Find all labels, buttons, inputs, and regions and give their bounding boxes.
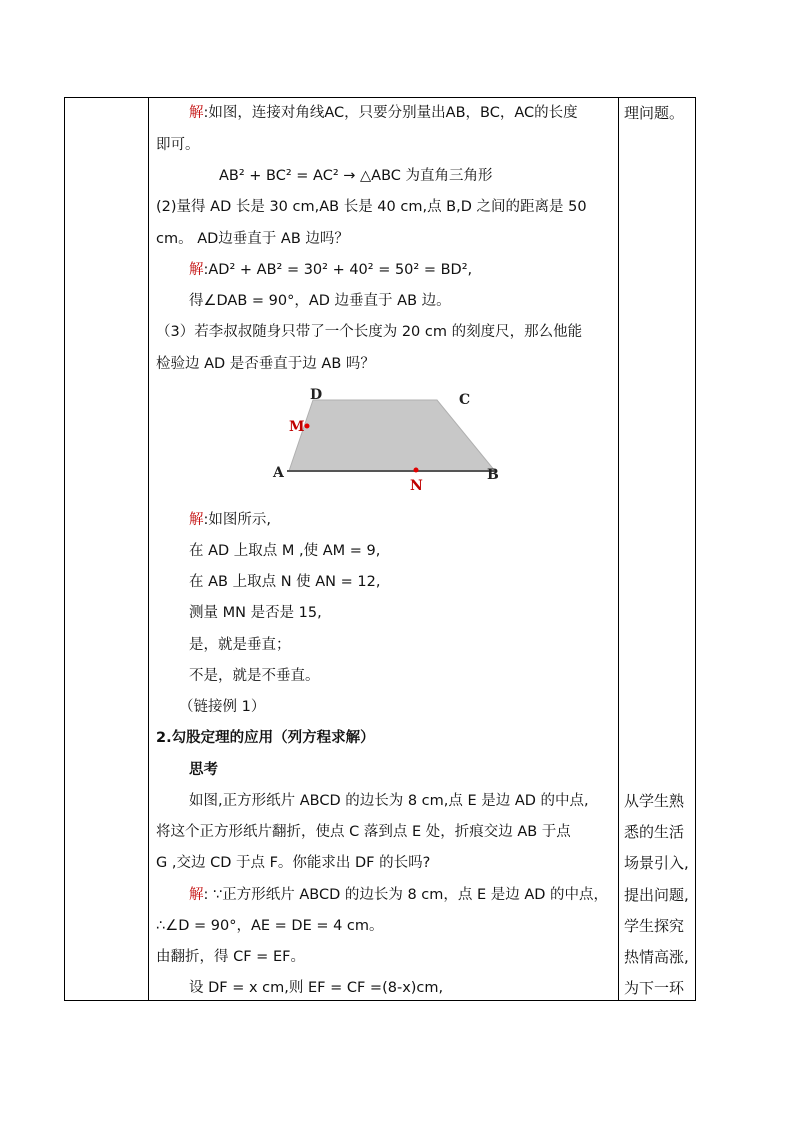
intent-text: 场景引入,	[624, 854, 689, 872]
problem-line: 如图,正方形纸片 ABCD 的边长为 8 cm,点 E 是边 AD 的中点,	[189, 793, 589, 809]
solution-line: 解: ∵正方形纸片 ABCD 的边长为 8 cm，点 E 是边 AD 的中点，	[189, 887, 609, 903]
intent-text: 从学生熟	[624, 792, 685, 810]
design-intent-cell	[619, 98, 695, 1000]
solution-label: 解	[189, 512, 204, 528]
point-n	[414, 468, 419, 473]
question-line: (2)量得 AD 长是 30 cm,AB 长是 40 cm,点 B,D 之间的距离是 50	[156, 199, 587, 215]
answer-line: 在 AB 上取点 N 使 AN = 12,	[189, 574, 381, 590]
think-heading: 思考	[189, 762, 218, 778]
problem-line: G ,交边 CD 于点 F。你能求出 DF 的长吗?	[156, 855, 431, 871]
question-line: （3）若李叔叔随身只带了一个长度为 20 cm 的刻度尺，那么他能	[156, 324, 583, 340]
answer-line: 解:如图所示,	[189, 512, 271, 528]
trapezoid-shape	[289, 400, 495, 471]
solution-label: 解	[189, 105, 204, 121]
answer-line: 即可。	[156, 137, 200, 153]
label-n: N	[410, 478, 423, 494]
intent-text: 理问题。	[624, 104, 685, 122]
trapezoid-figure	[259, 384, 519, 494]
label-a: A	[273, 465, 284, 481]
link-reference: （链接例 1）	[179, 699, 266, 715]
intent-text: 提出问题,	[624, 886, 689, 904]
answer-line: 不是，就是不垂直。	[189, 668, 320, 684]
solution-label: 解	[189, 887, 204, 903]
content-cell	[149, 98, 618, 1000]
point-m	[305, 424, 310, 429]
question-line: cm。 AD边垂直于 AB 边吗？	[156, 231, 349, 247]
answer-line: 测量 MN 是否是 15,	[189, 605, 322, 621]
solution-line: 设 DF = x cm,则 EF = CF =(8-x)cm,	[189, 980, 444, 996]
problem-line: 将这个正方形纸片翻折，使点 C 落到点 E 处，折痕交边 AB 于点	[156, 824, 571, 840]
intent-text: 悉的生活	[624, 823, 685, 841]
label-b: B	[487, 467, 499, 483]
lesson-table	[64, 97, 696, 1001]
intent-text: 为下一环	[624, 979, 685, 997]
intent-text: 学生探究	[624, 917, 685, 935]
label-c: C	[459, 392, 471, 408]
solution-line: 由翻折，得 CF = EF。	[156, 949, 305, 965]
question-line: 检验边 AD 是否垂直于边 AB 吗？	[156, 356, 375, 372]
solution-line: ∴∠D = 90°，AE = DE = 4 cm。	[156, 918, 384, 934]
answer-line: 是，就是垂直；	[189, 637, 291, 653]
answer-line: 得∠DAB = 90°，AD 边垂直于 AB 边。	[189, 293, 451, 309]
section-heading: 2.勾股定理的应用（列方程求解）	[156, 730, 375, 746]
solution-label: 解	[189, 262, 204, 278]
answer-line: 在 AD 上取点 M ,使 AM = 9,	[189, 543, 381, 559]
label-d: D	[310, 387, 323, 403]
formula-line: AB² + BC² = AC² → △ABC 为直角三角形	[219, 168, 493, 184]
answer-line: 解:如图，连接对角线AC，只要分别量出AB，BC，AC的长度	[189, 105, 578, 121]
label-m: M	[289, 419, 305, 435]
intent-text: 热情高涨,	[624, 948, 689, 966]
answer-line: 解:AD² + AB² = 30² + 40² = 50² = BD²,	[189, 262, 473, 278]
